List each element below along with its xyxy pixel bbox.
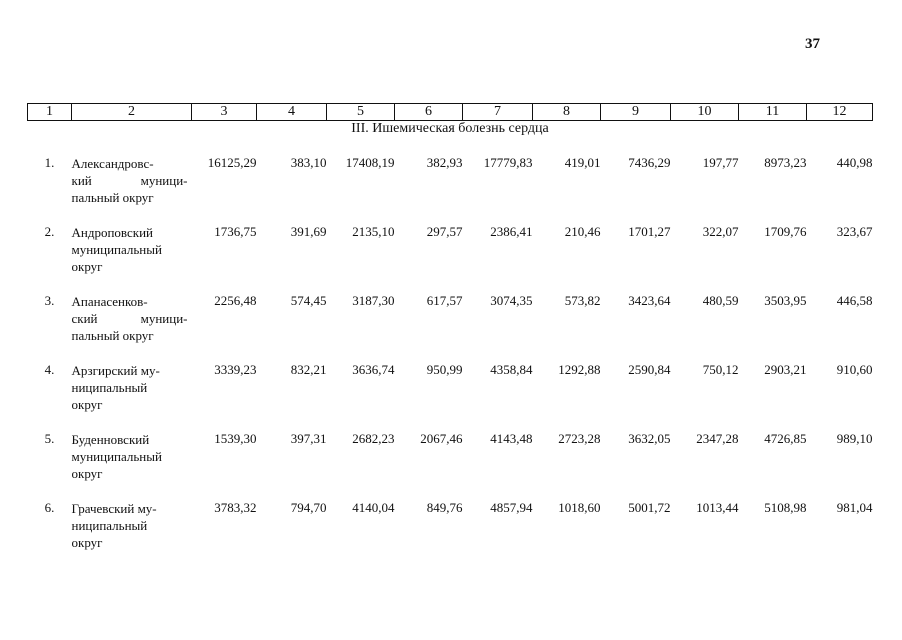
value-cell: 4143,48 <box>490 431 533 446</box>
value-cell: 323,67 <box>836 224 873 239</box>
value-cell: 210,46 <box>564 224 601 239</box>
value-cell: 5108,98 <box>764 500 807 515</box>
value-cell: 3632,05 <box>628 431 671 446</box>
column-header: 10 <box>671 104 739 121</box>
value-cell: 2386,41 <box>490 224 533 239</box>
district-name <box>72 155 192 224</box>
value-cell: 17408,19 <box>345 155 395 170</box>
table-row <box>28 224 873 293</box>
value-cell: 2903,21 <box>764 362 807 377</box>
value-cell: 2723,28 <box>558 431 601 446</box>
value-cell: 1736,75 <box>214 224 257 239</box>
district-name-line: Буденновский <box>71 432 150 447</box>
value-cell: 480,59 <box>702 293 739 308</box>
table-row <box>28 293 873 362</box>
district-name-line: ниципальный <box>71 380 148 395</box>
district-name-line: кий муници- <box>71 173 188 188</box>
page-number: 37 <box>805 36 820 52</box>
table-row <box>28 431 873 500</box>
district-name-line: муниципальный <box>71 449 162 464</box>
value-cell: 849,76 <box>426 500 463 515</box>
value-cell: 2590,84 <box>628 362 671 377</box>
column-header: 6 <box>395 104 463 121</box>
section-title: III. Ишемическая болезнь сердца <box>351 121 549 136</box>
value-cell: 446,58 <box>836 293 873 308</box>
district-name-line: пальный округ <box>71 190 154 205</box>
value-cell: 3783,32 <box>214 500 257 515</box>
value-cell: 989,10 <box>836 431 873 446</box>
value-cell: 17779,83 <box>483 155 533 170</box>
district-name <box>72 362 192 431</box>
value-cell: 391,69 <box>290 224 327 239</box>
district-name <box>72 500 192 569</box>
table-row <box>28 362 873 431</box>
value-cell: 2347,28 <box>696 431 739 446</box>
value-cell: 794,70 <box>290 500 327 515</box>
district-name-line: Апанасенков- <box>71 294 148 309</box>
value-cell: 7436,29 <box>628 155 671 170</box>
value-cell: 981,04 <box>836 500 873 515</box>
value-cell: 8973,23 <box>764 155 807 170</box>
value-cell: 419,01 <box>564 155 601 170</box>
row-number: 4. <box>44 362 55 377</box>
value-cell: 5001,72 <box>628 500 671 515</box>
district-name-line: ский муници- <box>71 311 188 326</box>
row-number: 6. <box>44 500 55 515</box>
value-cell: 3339,23 <box>214 362 257 377</box>
value-cell: 1013,44 <box>696 500 739 515</box>
column-header: 12 <box>807 104 873 121</box>
value-cell: 832,21 <box>290 362 327 377</box>
value-cell: 297,57 <box>426 224 463 239</box>
value-cell: 1018,60 <box>558 500 601 515</box>
value-cell: 1292,88 <box>558 362 601 377</box>
district-name <box>72 431 192 500</box>
value-cell: 2135,10 <box>352 224 395 239</box>
value-cell: 3503,95 <box>764 293 807 308</box>
value-cell: 750,12 <box>702 362 739 377</box>
value-cell: 1539,30 <box>214 431 257 446</box>
value-cell: 910,60 <box>836 362 873 377</box>
value-cell: 383,10 <box>290 155 327 170</box>
district-name-line: Андроповский <box>71 225 153 240</box>
district-name-line: Арзгирский му- <box>71 363 160 378</box>
value-cell: 950,99 <box>426 362 463 377</box>
district-name-line: Грачевский му- <box>71 501 157 516</box>
column-header: 7 <box>463 104 533 121</box>
table-row <box>28 155 873 224</box>
column-header: 1 <box>28 104 72 121</box>
value-cell: 3074,35 <box>490 293 533 308</box>
value-cell: 3636,74 <box>352 362 395 377</box>
data-table <box>27 103 873 569</box>
district-name-line: округ <box>71 397 103 412</box>
value-cell: 3187,30 <box>352 293 395 308</box>
district-name-line: округ <box>71 535 103 550</box>
value-cell: 2682,23 <box>352 431 395 446</box>
value-cell: 1701,27 <box>628 224 671 239</box>
district-name-line: пальный округ <box>71 328 154 343</box>
value-cell: 397,31 <box>290 431 327 446</box>
column-header: 4 <box>257 104 327 121</box>
column-header: 3 <box>192 104 257 121</box>
row-number: 5. <box>44 431 55 446</box>
column-header: 9 <box>601 104 671 121</box>
value-cell: 322,07 <box>702 224 739 239</box>
value-cell: 4358,84 <box>490 362 533 377</box>
value-cell: 4857,94 <box>490 500 533 515</box>
value-cell: 197,77 <box>702 155 739 170</box>
value-cell: 382,93 <box>426 155 463 170</box>
district-name-line: Александровс- <box>71 156 154 171</box>
row-number: 1. <box>44 155 55 170</box>
value-cell: 4140,04 <box>352 500 395 515</box>
value-cell: 574,45 <box>290 293 327 308</box>
column-header: 2 <box>72 104 192 121</box>
district-name-line: ниципальный <box>71 518 148 533</box>
district-name-line: округ <box>71 466 103 481</box>
district-name-line: муниципальный <box>71 242 162 257</box>
row-number: 3. <box>44 293 55 308</box>
row-number: 2. <box>44 224 55 239</box>
table-row <box>28 500 873 569</box>
column-header: 8 <box>533 104 601 121</box>
value-cell: 1709,76 <box>764 224 807 239</box>
value-cell: 3423,64 <box>628 293 671 308</box>
district-name <box>72 224 192 293</box>
value-cell: 4726,85 <box>764 431 807 446</box>
value-cell: 573,82 <box>564 293 601 308</box>
column-header: 11 <box>739 104 807 121</box>
column-header: 5 <box>327 104 395 121</box>
value-cell: 440,98 <box>836 155 873 170</box>
district-name <box>72 293 192 362</box>
header-row <box>28 104 873 121</box>
value-cell: 2067,46 <box>420 431 463 446</box>
value-cell: 617,57 <box>426 293 463 308</box>
value-cell: 2256,48 <box>214 293 257 308</box>
value-cell: 16125,29 <box>207 155 257 170</box>
section-row <box>28 121 873 156</box>
district-name-line: округ <box>71 259 103 274</box>
